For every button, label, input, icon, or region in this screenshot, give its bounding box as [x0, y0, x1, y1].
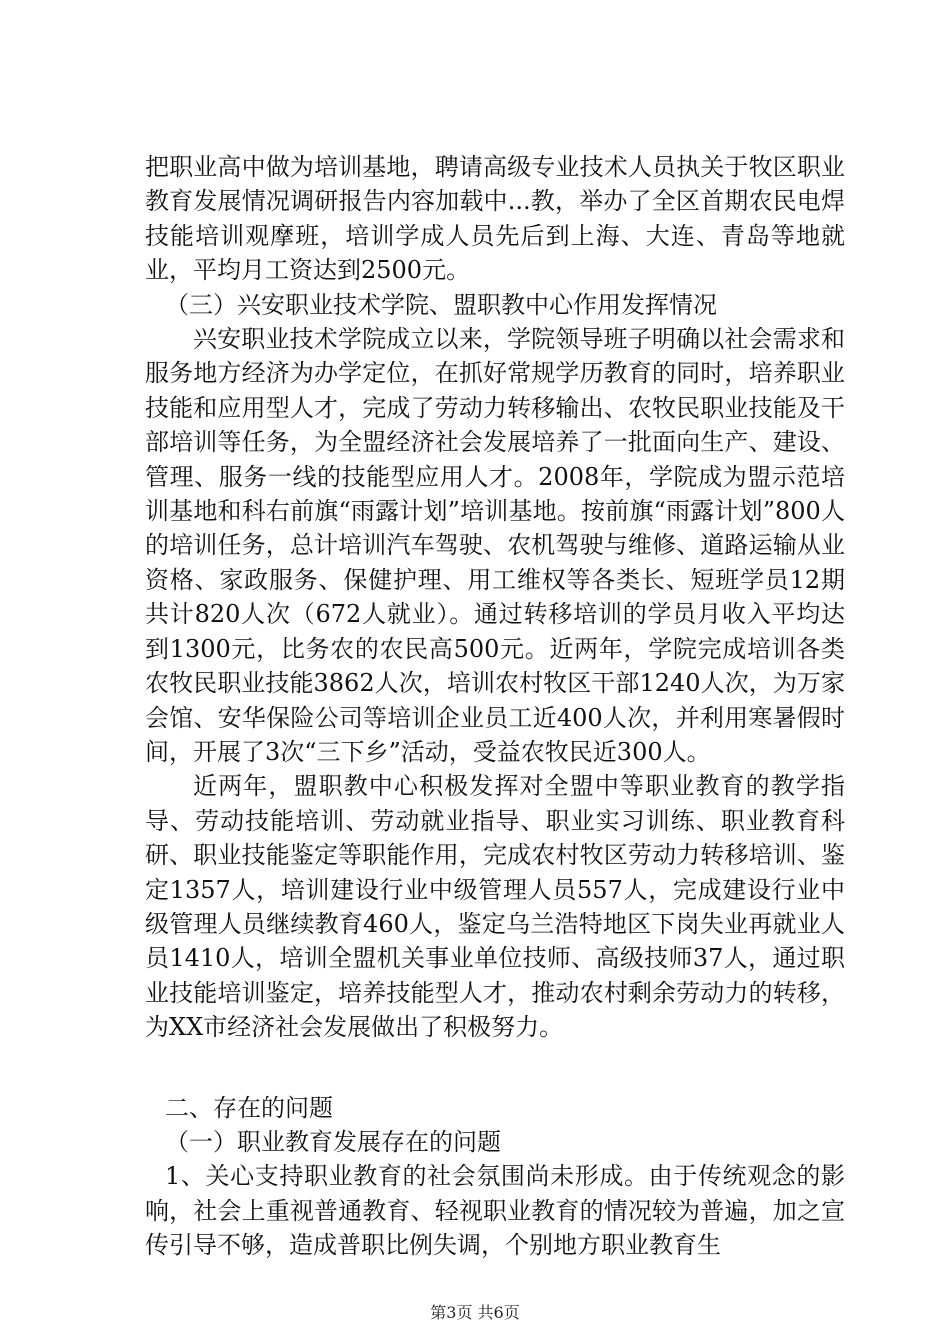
- paragraph-1: 把职业高中做为培训基地，聘请高级专业技术人员执关于牧区职业教育发展情况调研报告内容加载中...教，举办了全区首期农民电焊技能培训观摩班，培训学成人员先后到上海、大连、青岛等地就业，平均月工资达到2500元。: [145, 153, 845, 285]
- heading-section-2: 二、存在的问题: [165, 1093, 333, 1122]
- paragraph-3: 近两年，盟职教中心积极发挥对全盟中等职业教育的教学指导、劳动技能培训、劳动就业指导、职业实习训练、职业教育科研、职业技能鉴定等职能作用，完成农村牧区劳动力转移培训、鉴定1357人，培训建设行业中级管理人员557人，完成建设行业中级管理人员继续教育460人，鉴定乌兰浩特地区下岗失业再就业人员1410人，培训全盟机关事业单位技师、高级技师37人，通过职业技能培训鉴定，培养技能型人才，推动农村剩余劳动力的转移，为XX市经济社会发展做出了积极努力。: [145, 772, 845, 1042]
- paragraph-2: 兴安职业技术学院成立以来，学院领导班子明确以社会需求和服务地方经济为办学定位，在抓好常规学历教育的同时，培养职业技能和应用型人才，完成了劳动力转移输出、农牧民职业技能及干部培训等任务，为全盟经济社会发展培养了一批面向生产、建设、管理、服务一线的技能型应用人才。2008年，学院成为盟示范培训基地和科右前旗“雨露计划”培训基地。按前旗“雨露计划”800人的培训任务，总计培训汽车驾驶、农机驾驶与维修、道路运输从业资格、家政服务、保健护理、用工维权等各类长、短班学员12期共计820人次（672人就业）。通过转移培训的学员月收入平均达到1300元，比务农的农民高500元。近两年，学院完成培训各类农牧民职业技能3862人次，培训农村牧区干部1240人次，为万家会馆、安华保险公司等培训企业员工近400人次，并利用寒暑假时间，开展了3次“三下乡”活动，受益农牧民近300人。: [145, 325, 845, 766]
- heading-section-3: （三）兴安职业技术学院、盟职教中心作用发挥情况: [165, 290, 717, 319]
- page-number: 第3页 共6页: [430, 1303, 520, 1322]
- section-gap: [145, 1045, 845, 1091]
- document-body: [145, 150, 845, 1263]
- heading-subsection-1: （一）职业教育发展存在的问题: [165, 1127, 501, 1156]
- paragraph-4: 1、关心支持职业教育的社会氛围尚未形成。由于传统观念的影响，社会上重视普通教育、轻视职业教育的情况较为普遍，加之宣传引导不够，造成普职比例失调，个别地方职业教育生: [145, 1162, 845, 1260]
